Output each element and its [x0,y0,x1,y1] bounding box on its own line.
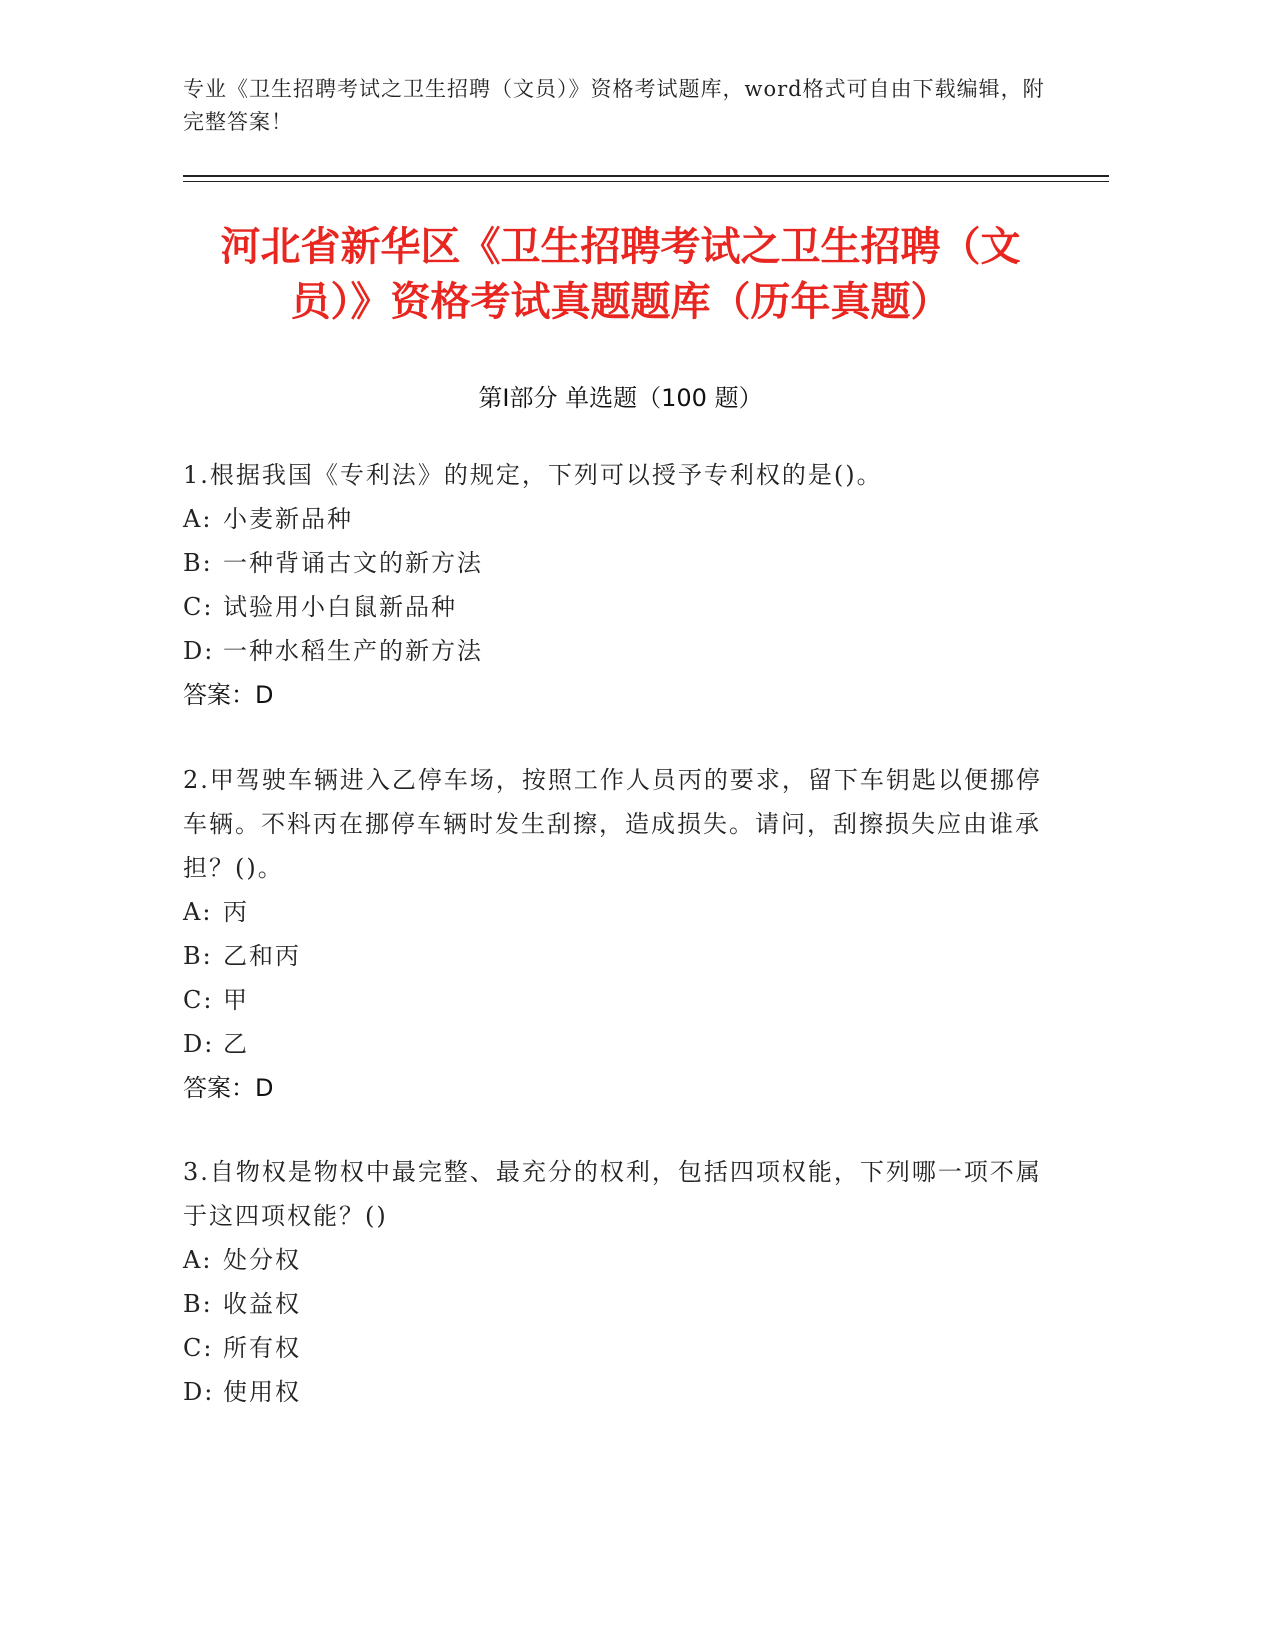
option-b [183,934,1063,978]
header-note: 专业《卫生招聘考试之卫生招聘（文员）》资格考试题库，word格式可自由下载编辑，附完整答案！ [183,77,1045,134]
document-title: 河北省新华区《卫生招聘考试之卫生招聘（文员）》资格考试真题题库（历年真题） [220,224,1021,325]
option-text: 乙 [223,1030,249,1058]
option-key: D: [183,637,215,665]
question-3 [183,1150,1063,1414]
question-2 [183,758,1063,1110]
question-stem: 2.甲驾驶车辆进入乙停车场，按照工作人员丙的要求，留下车钥匙以便挪停车辆。不料丙在挪停车辆时发生刮擦，造成损失。请问，刮擦损失应由谁承担？()。 [183,766,1042,882]
option-text: 处分权 [223,1246,301,1274]
option-key: D: [183,1378,215,1406]
option-key: C: [183,1334,214,1362]
option-b [183,1282,1063,1326]
option-d [183,1022,1063,1066]
option-key: A: [183,505,213,533]
section-title: 第Ⅰ部分 单选题（100 题） [478,384,763,412]
answer: 答案：D [183,1074,274,1102]
option-d [183,1370,1063,1414]
option-c [183,978,1063,1022]
option-text: 甲 [223,986,249,1014]
option-text: 丙 [223,898,249,926]
header-divider-thick [183,175,1109,177]
option-a [183,497,1063,541]
option-c [183,1326,1063,1370]
question-stem: 1.根据我国《专利法》的规定，下列可以授予专利权的是()。 [183,461,883,489]
header-divider-thin [183,181,1109,182]
option-text: 小麦新品种 [223,505,353,533]
option-key: C: [183,986,214,1014]
option-key: A: [183,898,213,926]
option-key: D: [183,1030,215,1058]
option-d [183,629,1063,673]
option-text: 试验用小白鼠新品种 [223,593,457,621]
option-a [183,890,1063,934]
option-key: B: [183,549,213,577]
option-key: B: [183,942,213,970]
option-key: B: [183,1290,213,1318]
option-text: 一种背诵古文的新方法 [223,549,483,577]
option-key: A: [183,1246,213,1274]
option-text: 使用权 [223,1378,301,1406]
option-b [183,541,1063,585]
option-a [183,1238,1063,1282]
option-text: 乙和丙 [223,942,301,970]
option-key: C: [183,593,214,621]
option-text: 收益权 [223,1290,301,1318]
answer: 答案：D [183,681,274,709]
question-1 [183,453,1063,717]
question-stem: 3.自物权是物权中最完整、最充分的权利，包括四项权能，下列哪一项不属于这四项权能？() [183,1158,1042,1230]
option-c [183,585,1063,629]
option-text: 所有权 [223,1334,301,1362]
option-text: 一种水稻生产的新方法 [223,637,483,665]
